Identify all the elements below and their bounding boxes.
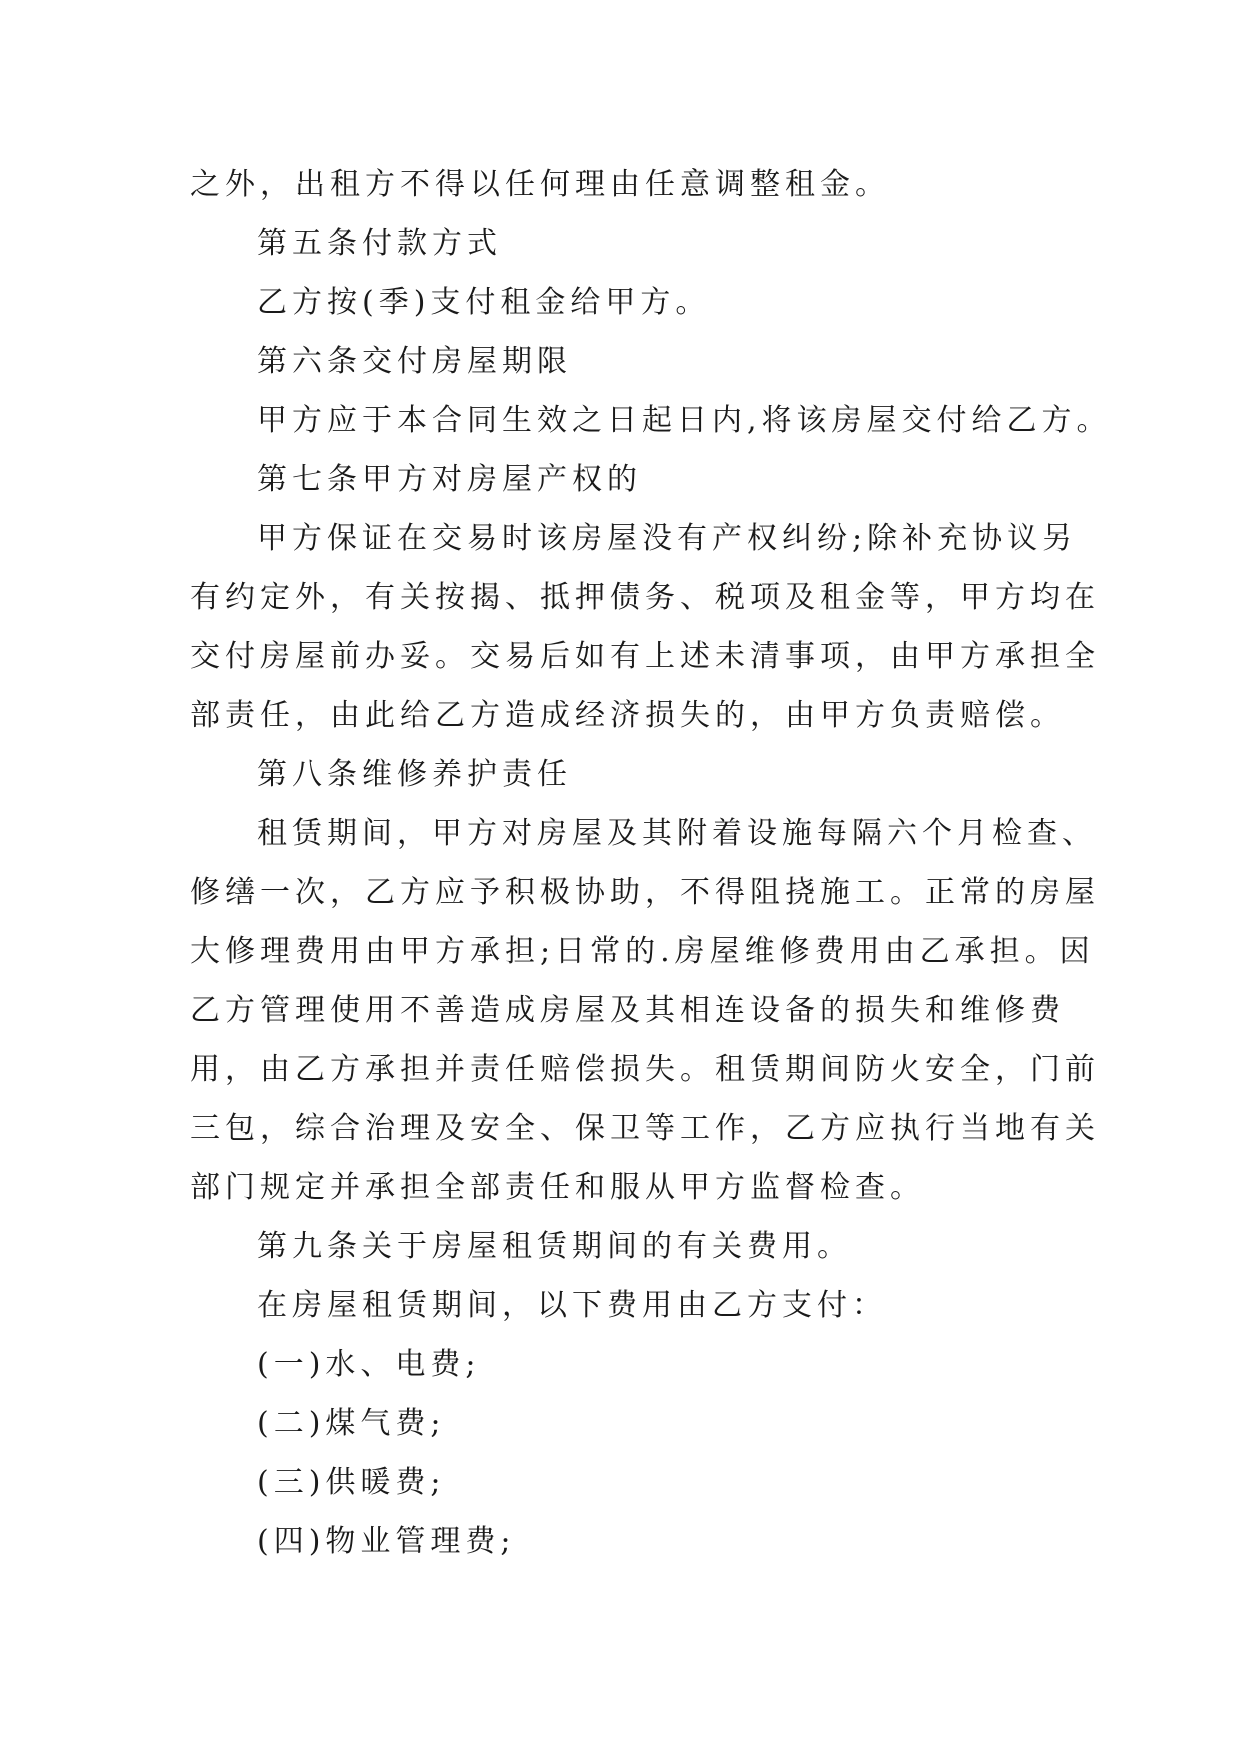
text-line: 第八条维修养护责任 (257, 757, 572, 792)
text-line: 交付房屋前办妥。交易后如有上述未清事项，由甲方承担全 (190, 639, 1100, 674)
text-line: 之外，出租方不得以任何理由任意调整租金。 (190, 167, 890, 202)
text-line: (三)供暖费; (257, 1465, 446, 1500)
text-line: (二)煤气费; (257, 1406, 446, 1441)
text-line: 大修理费用由甲方承担;日常的.房屋维修费用由乙承担。因 (190, 934, 1095, 969)
text-line: 第五条付款方式 (257, 226, 502, 261)
text-line: 乙方按(季)支付租金给甲方。 (257, 285, 711, 320)
text-line: 甲方保证在交易时该房屋没有产权纠纷;除补充协议另 (257, 521, 1078, 556)
text-line: 第九条关于房屋租赁期间的有关费用。 (257, 1229, 852, 1264)
text-line: 三包，综合治理及安全、保卫等工作，乙方应执行当地有关 (190, 1111, 1100, 1146)
text-line: (四)物业管理费; (257, 1524, 516, 1559)
text-line: 甲方应于本合同生效之日起日内,将该房屋交付给乙方。 (257, 403, 1112, 438)
text-line: 在房屋租赁期间，以下费用由乙方支付： (257, 1288, 887, 1323)
text-line: 有约定外，有关按揭、抵押债务、税项及租金等，甲方均在 (190, 580, 1100, 615)
text-line: 乙方管理使用不善造成房屋及其相连设备的损失和维修费 (190, 993, 1065, 1028)
text-line: 修缮一次，乙方应予积极协助，不得阻挠施工。正常的房屋 (190, 875, 1100, 910)
text-line: 第六条交付房屋期限 (257, 344, 572, 379)
text-line: (一)水、电费; (257, 1347, 481, 1382)
text-line: 部责任，由此给乙方造成经济损失的，由甲方负责赔偿。 (190, 698, 1065, 733)
text-line: 部门规定并承担全部责任和服从甲方监督检查。 (190, 1170, 925, 1205)
text-line: 第七条甲方对房屋产权的 (257, 462, 642, 497)
text-line: 用，由乙方承担并责任赔偿损失。租赁期间防火安全，门前 (190, 1052, 1100, 1087)
document-page (190, 155, 1112, 1571)
text-line: 租赁期间，甲方对房屋及其附着设施每隔六个月检查、 (257, 816, 1097, 851)
